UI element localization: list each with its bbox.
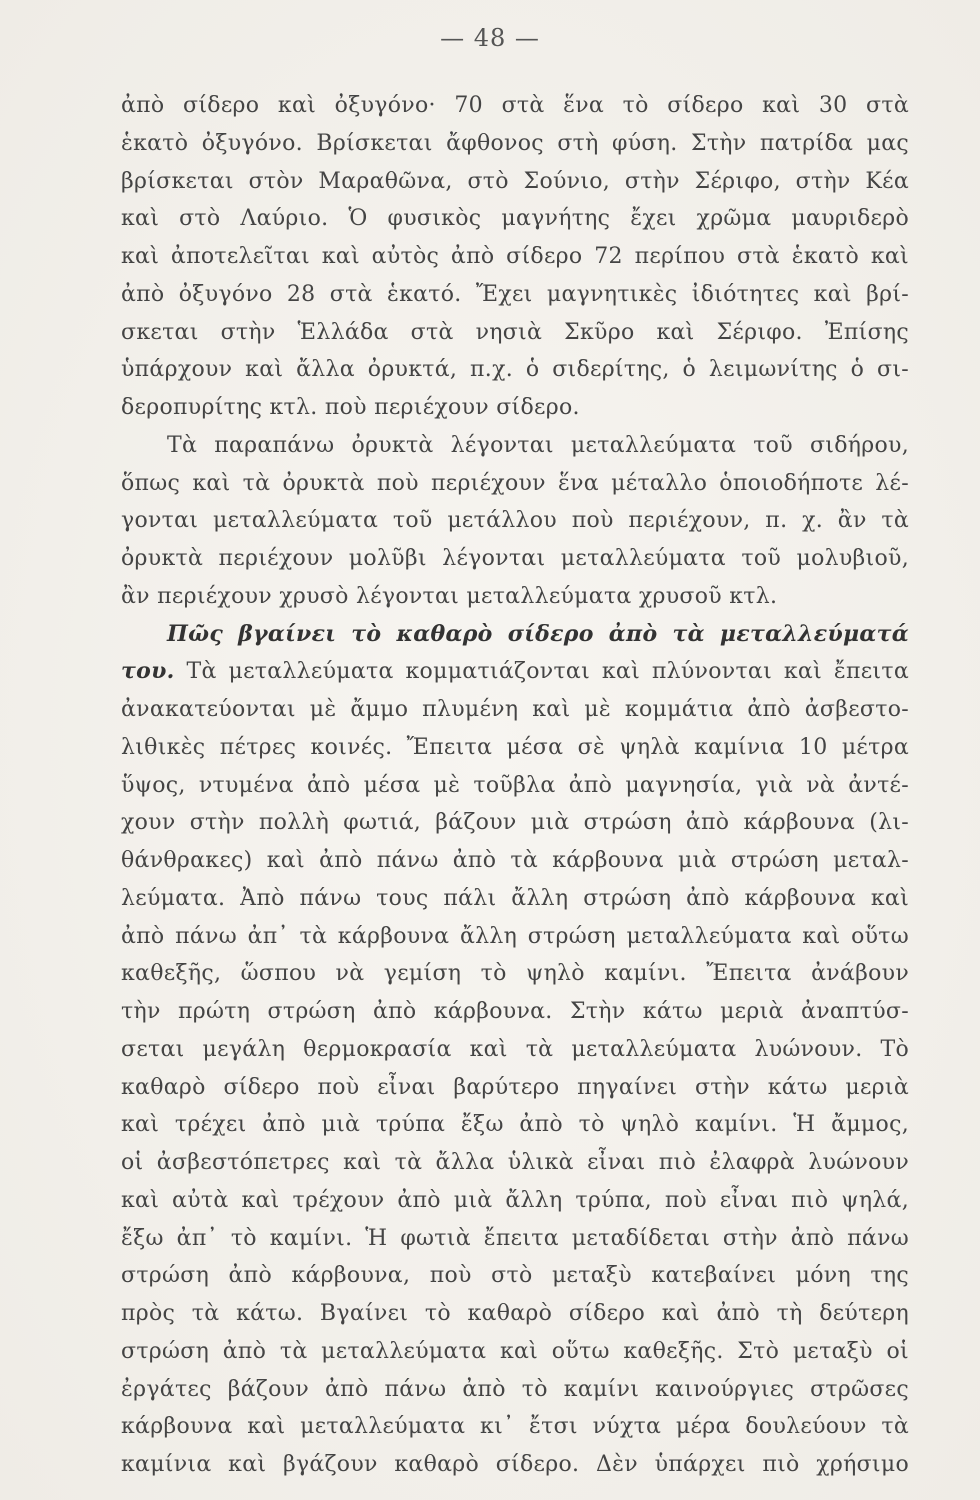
text-line: λεύματα. Ἀπὸ πάνω τους πάλι ἄλλη στρώση ἀπὸ κάρβουνα καὶ	[121, 885, 909, 911]
section-heading-end: του.	[121, 658, 175, 685]
text-line: ἂν περιέχουν χρυσὸ λέγονται μεταλλεύματα χρυσοῦ κτλ.	[121, 583, 778, 609]
body-text	[121, 87, 909, 1484]
text-line: ὅπως καὶ τὰ ὀρυκτὰ ποὺ περιέχουν ἕνα μέταλλο ὁποιοδήποτε λέ-	[121, 470, 909, 496]
text-line: κάρβουνα καὶ μεταλλεύματα κι᾿ ἔτσι νύχτα μέρα δουλεύουν τὰ	[121, 1414, 909, 1440]
text-line: ἀπὸ ὀξυγόνο 28 στὰ ἑκατό. Ἔχει μαγνητικὲς ἰδιότητες καὶ βρί-	[121, 281, 909, 307]
text-line: Τὰ παραπάνω ὀρυκτὰ λέγονται μεταλλεύματα τοῦ σιδήρου,	[167, 432, 909, 458]
text-line: σεται μεγάλη θερμοκρασία καὶ τὰ μεταλλεύματα λυώνουν. Τὸ	[121, 1036, 909, 1062]
text-line: ἀπὸ σίδερο καὶ ὀξυγόνο· 70 στὰ ἕνα τὸ σίδερο καὶ 30 στὰ	[121, 93, 909, 118]
text-line: καὶ αὐτὰ καὶ τρέχουν ἀπὸ μιὰ ἄλλη τρύπα, ποὺ εἶναι πιὸ ψηλά,	[121, 1187, 909, 1213]
text-line: στρώση ἀπὸ κάρβουνα, ποὺ στὸ μεταξὺ κατεβαίνει μόνη της	[121, 1263, 909, 1289]
text-line: λιθικὲς πέτρες κοινές. Ἔπειτα μέσα σὲ ψηλὰ καμίνια 10 μέτρα	[121, 734, 909, 760]
text-line: οἱ ἀσβεστόπετρες καὶ τὰ ἄλλα ὑλικὰ εἶναι πιὸ ἐλαφρὰ λυώνουν	[121, 1150, 909, 1175]
text-line: τὴν πρώτη στρώση ἀπὸ κάρβουνα. Στὴν κάτω μεριὰ ἀναπτύσ-	[121, 999, 909, 1024]
text-line: ἀνακατεύονται μὲ ἄμμο πλυμένη καὶ μὲ κομμάτια ἀπὸ ἀσβεστο-	[121, 697, 909, 722]
text-line: θάνθρακες) καὶ ἀπὸ πάνω ἀπὸ τὰ κάρβουνα μιὰ στρώση μεταλ-	[121, 848, 909, 873]
text-line: καὶ στὸ Λαύριο. Ὁ φυσικὸς μαγνήτης ἔχει χρῶμα μαυριδερὸ	[121, 206, 909, 232]
text-line: πρὸς τὰ κάτω. Βγαίνει τὸ καθαρὸ σίδερο καὶ ἀπὸ τὴ δεύτερη	[121, 1301, 909, 1326]
text-line: σκεται στὴν Ἑλλάδα στὰ νησιὰ Σκῦρο καὶ Σέριφο. Ἐπίσης	[121, 319, 909, 345]
text-line: δεροπυρίτης κτλ. ποὺ περιέχουν σίδερο.	[121, 395, 580, 420]
text-line-rest: Τὰ μεταλλεύματα κομματιάζονται καὶ πλύνονται καὶ ἔπειτα	[174, 659, 909, 685]
text-line: ὀρυκτὰ περιέχουν μολῦβι λέγονται μεταλλεύματα τοῦ μολυβιοῦ,	[121, 546, 909, 571]
text-line: καθαρὸ σίδερο ποὺ εἶναι βαρύτερο πηγαίνει στὴν κάτω μεριὰ	[121, 1074, 909, 1100]
text-line: ἑκατὸ ὀξυγόνο. Βρίσκεται ἄφθονος στὴ φύση. Στὴν πατρίδα μας	[121, 130, 909, 156]
text-line: ἐργάτες βάζουν ἀπὸ πάνω ἀπὸ τὸ καμίνι καινούργιες στρῶσες	[121, 1376, 909, 1402]
text-line: γονται μεταλλεύματα τοῦ μετάλλου ποὺ περιέχουν, π. χ. ἂν τὰ	[121, 508, 909, 534]
paragraph-3	[121, 616, 909, 1484]
paragraph-2	[121, 427, 909, 616]
text-line: βρίσκεται στὸν Μαραθῶνα, στὸ Σούνιο, στὴν Σέριφο, στὴν Κέα	[121, 168, 909, 194]
text-line: ἀπὸ πάνω ἀπ᾿ τὰ κάρβουνα ἄλλη στρώση μεταλλεύματα καὶ οὕτω	[121, 923, 909, 949]
text-line	[121, 653, 909, 691]
page-number: — 48 —	[440, 24, 540, 52]
section-heading: Πῶς βγαίνει τὸ καθαρὸ σίδερο ἀπὸ τὰ μεταλλεύματά	[167, 620, 909, 647]
text-line: στρώση ἀπὸ τὰ μεταλλεύματα καὶ οὕτω καθεξῆς. Στὸ μεταξὺ οἱ	[121, 1338, 909, 1364]
text-line: καὶ τρέχει ἀπὸ μιὰ τρύπα ἔξω ἀπὸ τὸ ψηλὸ καμίνι. Ἡ ἄμμος,	[121, 1112, 909, 1138]
text-line: ὕψος, ντυμένα ἀπὸ μέσα μὲ τοῦβλα ἀπὸ μαγνησία, γιὰ νὰ ἀντέ-	[121, 772, 909, 798]
text-line: ὑπάρχουν καὶ ἄλλα ὀρυκτά, π.χ. ὁ σιδερίτης, ὁ λειμωνίτης ὁ σι-	[121, 357, 909, 383]
text-line: καὶ ἀποτελεῖται καὶ αὐτὸς ἀπὸ σίδερο 72 περίπου στὰ ἑκατὸ καὶ	[121, 244, 909, 269]
text-line: ἔξω ἀπ᾿ τὸ καμίνι. Ἡ φωτιὰ ἔπειτα μεταδίδεται στὴν ἀπὸ πάνω	[121, 1225, 909, 1251]
text-line: καθεξῆς, ὥσπου νὰ γεμίση τὸ ψηλὸ καμίνι. Ἔπειτα ἀνάβουν	[121, 961, 909, 987]
text-line: χουν στὴν πολλὴ φωτιά, βάζουν μιὰ στρώση ἀπὸ κάρβουνα (λι-	[121, 810, 909, 836]
text-line: καμίνια καὶ βγάζουν καθαρὸ σίδερο. Δὲν ὑπάρχει πιὸ χρήσιμο	[121, 1452, 909, 1477]
paragraph-1	[121, 87, 909, 427]
